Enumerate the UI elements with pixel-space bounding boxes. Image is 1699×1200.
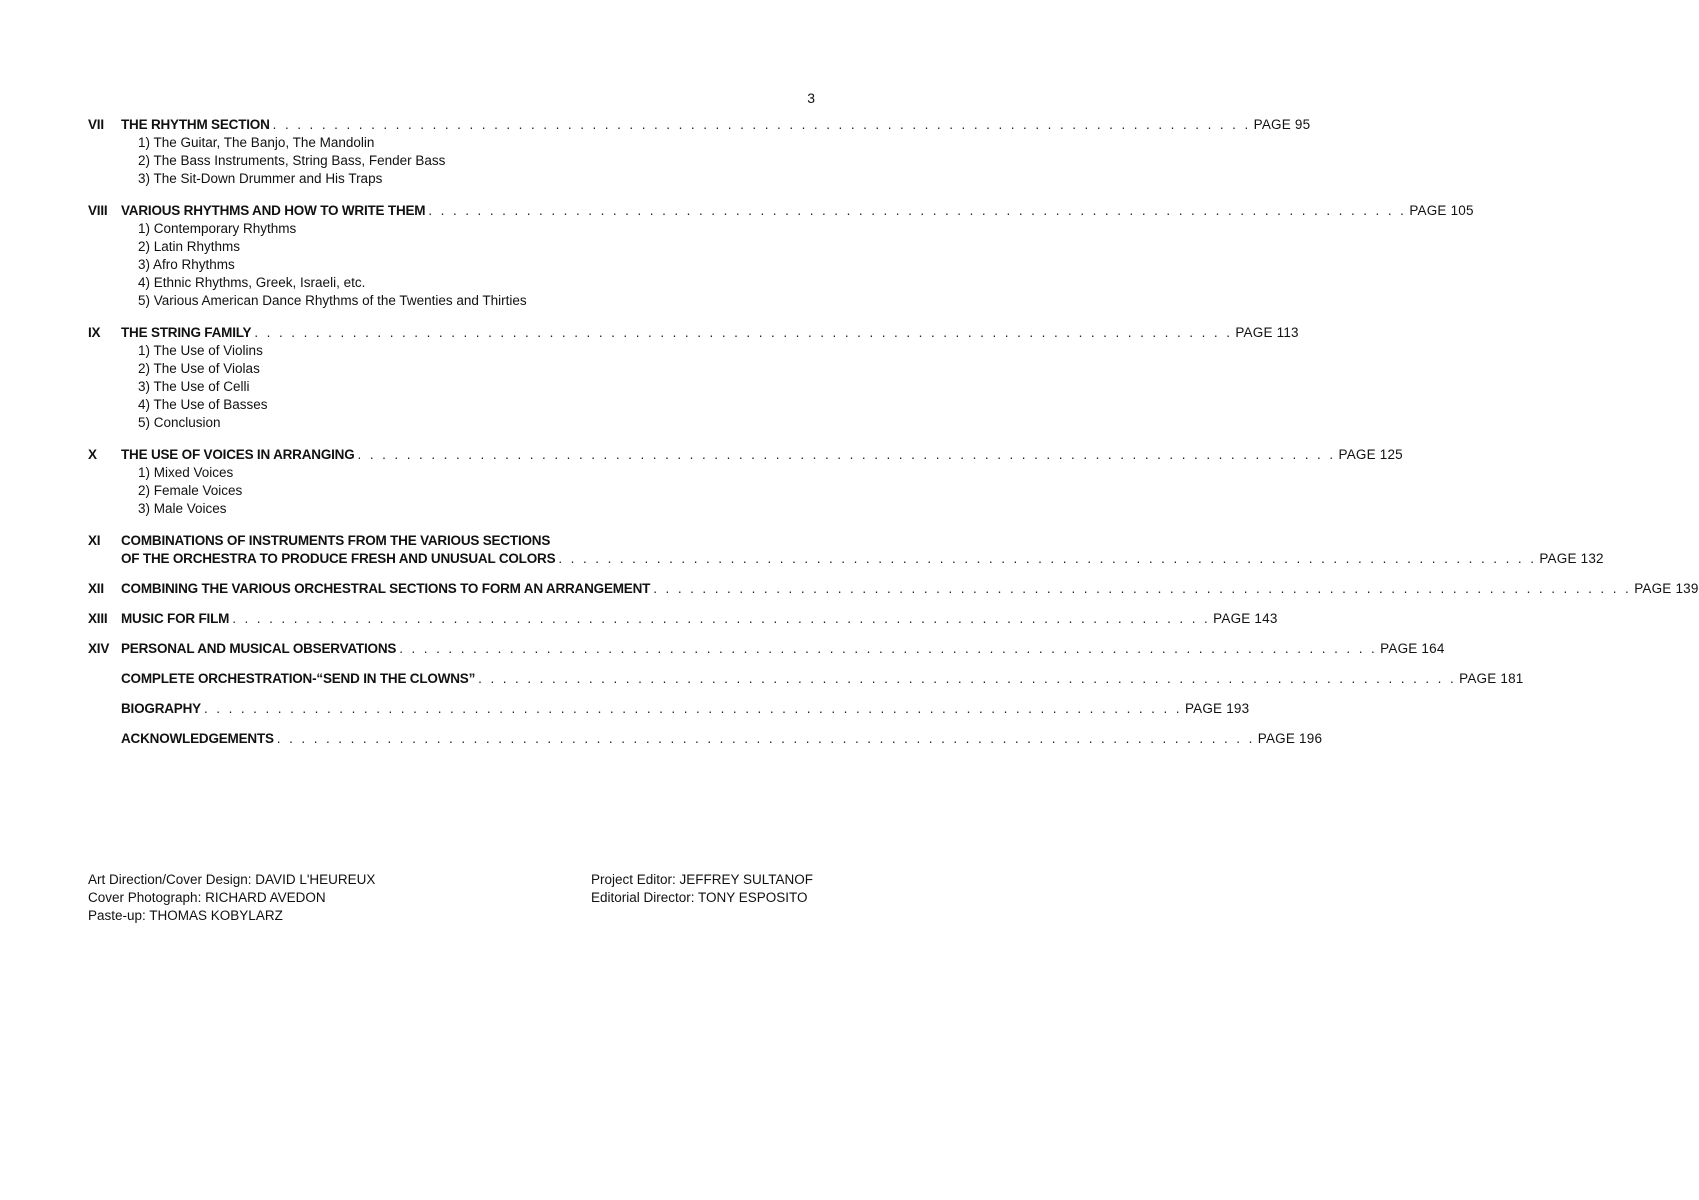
chapter-numeral: IX: [88, 325, 101, 340]
subsection-item: 4) The Use of Basses: [138, 397, 268, 412]
toc-entry: [88, 640, 1445, 658]
table-of-contents: [88, 116, 1699, 760]
subsection-item: 1) Contemporary Rhythms: [138, 221, 297, 236]
dot-leader: . . . . . . . . . . . . . . . . . . . . . . . . . . . . . . . . . . . . . . . . . . . . . . . . . . . . . . . . . . . . . . . . . . . . . . . . . . . . . . . .: [276, 731, 1255, 746]
chapter-title: COMBINATIONS OF INSTRUMENTS FROM THE VARIOUS SECTIONS: [121, 533, 551, 548]
subsection-item: 2) Latin Rhythms: [138, 239, 241, 254]
chapter-title: ACKNOWLEDGEMENTS: [121, 731, 274, 746]
chapter-numeral: XI: [88, 533, 101, 548]
page-reference: PAGE 164: [1380, 641, 1445, 656]
subsection-item: 1) The Use of Violins: [138, 343, 263, 358]
chapter-numeral: XIV: [88, 641, 110, 656]
chapter-numeral: XII: [88, 581, 104, 596]
dot-leader: . . . . . . . . . . . . . . . . . . . . . . . . . . . . . . . . . . . . . . . . . . . . . . . . . . . . . . . . . . . . . . . . . . . . . . . . . . . . . . . .: [399, 641, 1378, 656]
page-reference: PAGE 132: [1539, 551, 1604, 566]
credit-line: Project Editor: JEFFREY SULTANOF: [590, 872, 813, 887]
toc-entry-row: [88, 580, 1699, 598]
chapter-numeral: XIII: [88, 611, 108, 626]
subsection-list: [88, 220, 815, 310]
page-number: 3: [807, 90, 815, 106]
credits: [88, 871, 815, 925]
dot-leader: . . . . . . . . . . . . . . . . . . . . . . . . . . . . . . . . . . . . . . . . . . . . . . . . . . . . . . . . . . . . . . . . . . . . . . . . . . . . . . . .: [254, 325, 1233, 340]
toc-entry: [88, 202, 1474, 310]
subsection-item: 1) The Guitar, The Banjo, The Mandolin: [138, 135, 375, 150]
dot-leader: . . . . . . . . . . . . . . . . . . . . . . . . . . . . . . . . . . . . . . . . . . . . . . . . . . . . . . . . . . . . . . . . . . . . . . . . . . . . . . . .: [653, 581, 1632, 596]
chapter-title: MUSIC FOR FILM: [121, 611, 230, 626]
chapter-title-continued: OF THE ORCHESTRA TO PRODUCE FRESH AND UNUSUAL COLORS: [121, 551, 556, 566]
dot-leader: . . . . . . . . . . . . . . . . . . . . . . . . . . . . . . . . . . . . . . . . . . . . . . . . . . . . . . . . . . . . . . . . . . . . . . . . . . . . . . . .: [558, 551, 1537, 566]
chapter-title: THE RHYTHM SECTION: [121, 117, 270, 132]
toc-entry-row: [88, 700, 1250, 718]
toc-entry: [88, 446, 1403, 518]
chapter-title: COMPLETE ORCHESTRATION-“SEND IN THE CLOWNS”: [121, 671, 476, 686]
chapter-title: PERSONAL AND MUSICAL OBSERVATIONS: [121, 641, 397, 656]
page-reference: PAGE 95: [1253, 117, 1311, 132]
dot-leader: . . . . . . . . . . . . . . . . . . . . . . . . . . . . . . . . . . . . . . . . . . . . . . . . . . . . . . . . . . . . . . . . . . . . . . . . . . . . . . . .: [478, 671, 1457, 686]
dot-leader: . . . . . . . . . . . . . . . . . . . . . . . . . . . . . . . . . . . . . . . . . . . . . . . . . . . . . . . . . . . . . . . . . . . . . . . . . . . . . . . .: [232, 611, 1211, 626]
credit-line: Cover Photograph: RICHARD AVEDON: [88, 890, 326, 905]
subsection-list: [88, 134, 815, 188]
toc-entry-row: [88, 116, 1311, 134]
page-reference: PAGE 105: [1409, 203, 1474, 218]
subsection-list: [88, 464, 815, 518]
page-reference: PAGE 181: [1459, 671, 1524, 686]
page-reference: PAGE 193: [1184, 701, 1250, 716]
subsection-item: 3) The Sit-Down Drummer and His Traps: [138, 171, 383, 186]
credits-right: [591, 871, 815, 925]
toc-entry-row: [88, 202, 1474, 220]
subsection-item: 2) The Use of Violas: [138, 361, 260, 376]
subsection-list: [88, 342, 815, 432]
toc-entry: [88, 324, 1299, 432]
chapter-numeral: X: [88, 447, 97, 462]
toc-entry: [88, 730, 1323, 748]
toc-entry-row: [88, 640, 1445, 658]
page-reference: PAGE 139: [1634, 581, 1699, 596]
subsection-item: 5) Various American Dance Rhythms of the Twenties and Thirties: [138, 293, 527, 308]
toc-entry-row: [88, 446, 1403, 464]
dot-leader: . . . . . . . . . . . . . . . . . . . . . . . . . . . . . . . . . . . . . . . . . . . . . . . . . . . . . . . . . . . . . . . . . . . . . . . . . . . . . . . .: [203, 701, 1182, 716]
subsection-item: 3) Male Voices: [138, 501, 227, 516]
chapter-title: VARIOUS RHYTHMS AND HOW TO WRITE THEM: [121, 203, 426, 218]
subsection-item: 2) The Bass Instruments, String Bass, Fender Bass: [138, 153, 446, 168]
toc-entry-row: [88, 610, 1278, 628]
subsection-item: 5) Conclusion: [138, 415, 221, 430]
chapter-title: THE STRING FAMILY: [121, 325, 252, 340]
toc-entry: [88, 670, 1524, 688]
dot-leader: . . . . . . . . . . . . . . . . . . . . . . . . . . . . . . . . . . . . . . . . . . . . . . . . . . . . . . . . . . . . . . . . . . . . . . . . . . . . . . . .: [272, 117, 1251, 132]
credit-line: Art Direction/Cover Design: DAVID L'HEUREUX: [88, 872, 376, 887]
chapter-title: BIOGRAPHY: [121, 701, 201, 716]
subsection-item: 3) The Use of Celli: [138, 379, 250, 394]
toc-entry: [88, 580, 1699, 598]
toc-entry-row: [88, 324, 1299, 342]
chapter-title: COMBINING THE VARIOUS ORCHESTRAL SECTIONS TO FORM AN ARRANGEMENT: [121, 581, 651, 596]
dot-leader: . . . . . . . . . . . . . . . . . . . . . . . . . . . . . . . . . . . . . . . . . . . . . . . . . . . . . . . . . . . . . . . . . . . . . . . . . . . . . . . .: [428, 203, 1407, 218]
chapter-title: THE USE OF VOICES IN ARRANGING: [121, 447, 355, 462]
chapter-numeral: VII: [88, 117, 104, 132]
credit-line: Paste-up: THOMAS KOBYLARZ: [88, 908, 283, 923]
toc-entry: [88, 700, 1250, 718]
page-reference: PAGE 143: [1213, 611, 1278, 626]
credit-line: Editorial Director: TONY ESPOSITO: [590, 890, 808, 905]
toc-entry-row: [88, 670, 1524, 688]
chapter-numeral: VIII: [88, 203, 108, 218]
subsection-item: 4) Ethnic Rhythms, Greek, Israeli, etc.: [138, 275, 366, 290]
toc-entry-row: [88, 550, 1604, 568]
subsection-item: 3) Afro Rhythms: [138, 257, 235, 272]
dot-leader: . . . . . . . . . . . . . . . . . . . . . . . . . . . . . . . . . . . . . . . . . . . . . . . . . . . . . . . . . . . . . . . . . . . . . . . . . . . . . . . .: [357, 447, 1336, 462]
toc-entry-row: [88, 532, 815, 550]
subsection-item: 2) Female Voices: [138, 483, 243, 498]
toc-entry: [88, 532, 1604, 568]
credits-left: [88, 871, 375, 925]
toc-entry: [88, 116, 1311, 188]
page-reference: PAGE 113: [1235, 325, 1299, 340]
toc-entry: [88, 610, 1278, 628]
toc-entry-row: [88, 730, 1323, 748]
page-reference: PAGE 196: [1257, 731, 1323, 746]
subsection-item: 1) Mixed Voices: [138, 465, 234, 480]
page-reference: PAGE 125: [1338, 447, 1403, 462]
